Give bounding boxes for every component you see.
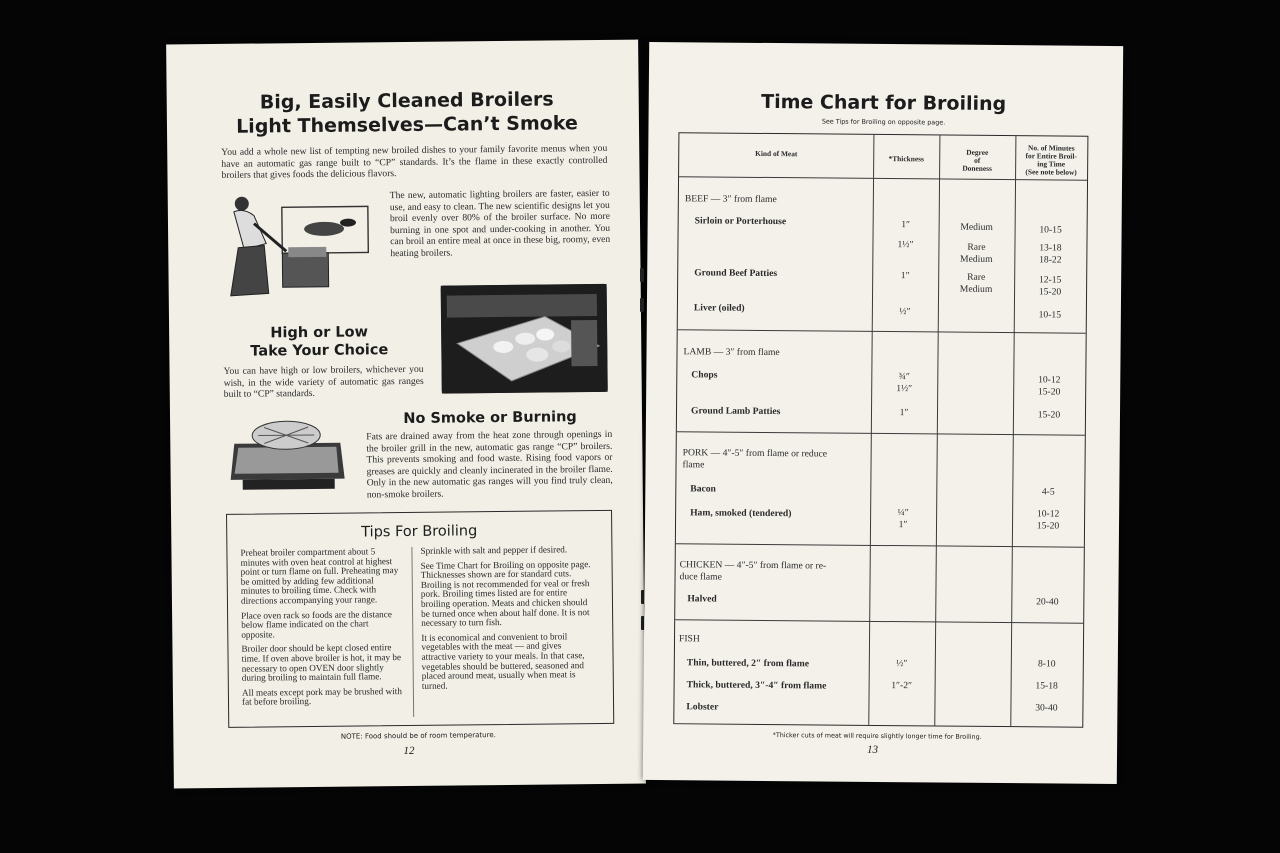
beef-liver-minutes: 10-15 (1038, 309, 1062, 321)
lamb-ground-minutes: 15-20 (1037, 409, 1061, 421)
page-number-13: 13 (867, 743, 879, 756)
header-doneness: Degree of Doneness (962, 147, 992, 173)
fish-lobster-minutes: 30-40 (1035, 702, 1058, 714)
lamb-ground-label: Ground Lamb Patties (690, 405, 781, 418)
chicken-heading: CHICKEN — 4″-5″ from flame or re- duce flame (679, 559, 827, 583)
broiling-time-table (673, 132, 1088, 728)
tips-divider (411, 547, 414, 717)
high-low-title-1: High or Low (270, 324, 369, 342)
chart-subtitle: See Tips for Broiling on opposite page. (821, 117, 946, 127)
beef-rule (678, 329, 1086, 334)
tip-rack: Place oven rack so foods are the distance below flame indicated on the chart opposite. (241, 608, 392, 640)
left-page (166, 40, 646, 789)
beef-ground-label: Ground Beef Patties (694, 267, 778, 280)
right-page (643, 42, 1123, 784)
pork-heading: PORK — 4″-5″ from flame or reduce flame (682, 447, 828, 470)
header-kind-of-meat: Kind of Meat (755, 148, 798, 159)
tip-preheat: Preheat broiler compartment about 5 minutes with oven heat control at highest point or turn flame on full. Preheating may be omitted by adding few additional minutes to broiling time. Check with directions accompanying your range. (240, 546, 399, 606)
tip-door: Broiler door should be kept closed entire time. If oven above broiler is hot, it may be necessary to open OVEN door slightly during broiling to maintain full flame. (241, 642, 402, 683)
beef-sirloin-thickness-2: 1½″ (897, 239, 914, 251)
staple-top (640, 268, 644, 282)
beef-sirloin-minutes-1: 10-15 (1039, 224, 1062, 236)
chicken-halved-minutes: 20-40 (1036, 596, 1059, 608)
tip-season: Sprinkle with salt and pepper if desired. (420, 544, 568, 556)
no-smoke-paragraph: Fats are drained away from the heat zone through openings in the broiler grill in the new, automatic gas range “CP” broilers. This prevents smoking and food waste. Rising food vapors or greases are quickly and cleanly incinerated in the broiler flame. Only in the new automatic gas ranges will you find truly clean, non-smoke broilers. (366, 428, 613, 501)
tips-box (226, 510, 614, 728)
fish-thick-thickness: 1″-2″ (891, 680, 913, 692)
lamb-rule (677, 431, 1085, 436)
lamb-heading: LAMB — 3″ from flame (683, 346, 780, 359)
headline-line-2: Light Themselves—Can’t Smoke (236, 112, 578, 138)
tips-right-column (420, 545, 598, 696)
broiler-grill-illustration (228, 413, 349, 498)
beef-ground-minutes: 12-15 15-20 (1038, 274, 1062, 298)
staple-top-2 (640, 298, 644, 312)
tips-left-column (240, 547, 405, 713)
beef-sirloin-doneness-1: Medium (960, 221, 993, 233)
fish-thin-thickness: ½″ (896, 658, 908, 670)
fish-thin-label: Thin, buttered, 2″ from flame (686, 657, 810, 670)
headline-line-1: Big, Easily Cleaned Broilers (259, 88, 554, 114)
header-thickness: *Thickness (888, 154, 924, 164)
thickness-footnote: *Thicker cuts of meat will require slightly longer time for Broiling. (772, 731, 982, 741)
beef-sirloin-minutes-2: 13-18 18-22 (1039, 242, 1062, 266)
lamb-chops-minutes: 10-12 15-20 (1037, 374, 1061, 398)
beef-liver-label: Liver (oiled) (693, 302, 745, 314)
high-low-paragraph: You can have high or low broilers, whichever you wish, in the wide variety of automatic gas ranges built to “CP” standards. (223, 363, 424, 401)
broiler-pan-photo (441, 284, 608, 394)
no-smoke-title: No Smoke or Burning (403, 409, 577, 428)
beef-liver-thickness: ½″ (899, 306, 911, 318)
header-minutes: No. of Minutes for Entire Broil- ing Time (See note below) (1025, 143, 1077, 177)
fish-lobster-label: Lobster (686, 701, 719, 713)
pork-ham-minutes: 10-12 15-20 (1036, 508, 1060, 532)
beef-sirloin-thickness-1: 1″ (901, 219, 911, 231)
fish-thick-label: Thick, buttered, 3″-4″ from flame (686, 679, 827, 692)
pork-ham-thickness: ¼″ 1″ (897, 507, 909, 530)
high-low-title-2: Take Your Choice (250, 342, 389, 360)
fish-thick-minutes: 15-18 (1035, 680, 1058, 692)
pork-rule (676, 543, 1084, 548)
lamb-chops-label: Chops (691, 369, 718, 381)
beef-sirloin-label: Sirloin or Porterhouse (694, 215, 787, 228)
chart-title: Time Chart for Broiling (761, 90, 1007, 116)
room-temperature-note: NOTE: Food should be of room temperature. (340, 731, 496, 741)
woman-broiling-illustration (224, 192, 375, 304)
beef-heading: BEEF — 3″ from flame (684, 193, 777, 206)
pork-bacon-minutes: 4-5 (1041, 486, 1055, 498)
beef-sirloin-doneness-2: Rare Medium (960, 241, 993, 265)
fish-thin-minutes: 8-10 (1037, 658, 1056, 670)
fish-heading: FISH (678, 633, 700, 645)
lamb-ground-thickness: 1″ (899, 407, 909, 419)
tips-title: Tips For Broiling (361, 523, 478, 541)
pork-ham-label: Ham, smoked (tendered) (690, 507, 792, 520)
pork-bacon-label: Bacon (690, 483, 716, 495)
automatic-broilers-paragraph: The new, automatic lighting broilers are faster, easier to use, and easy to clean. The new scientific designs let you broil evenly over 80% of the broiler surface. No more burning in one spot and under-cooking in another. You can broil an entire meal at once in these big, roomy, even heating broilers. (389, 187, 611, 260)
chicken-halved-label: Halved (687, 593, 717, 605)
beef-ground-thickness: 1″ (900, 270, 910, 282)
chicken-rule (675, 619, 1083, 624)
beef-ground-doneness: Rare Medium (959, 271, 993, 295)
lamb-chops-thickness: ¾″ 1½″ (896, 371, 913, 394)
intro-paragraph: You add a whole new list of tempting new broiled dishes to your family favorite menus when you have an automatic gas range built to “CP” standards. It’s the flame in these exactly controlled broilers that gives foods the delicious flavors. (221, 142, 608, 182)
tip-brush: All meats except pork may be brushed with fat before broiling. (241, 685, 402, 708)
header-rule (679, 176, 1087, 181)
page-number-12: 12 (403, 744, 415, 758)
tip-vegetables: It is economical and convenient to broil vegetables with the meat — and gives attractive variety to your meals. In that case, vegetables should be buttered, seasoned and placed around meat, usually when meat is turned. (421, 631, 585, 691)
tip-chart: See Time Chart for Broiling on opposite page. Thicknesses shown are for standard cuts. Broiling is not recommended for veal or fresh pork. Broiling times listed are for entire broiling operation. Meats and chicken should be turned once when about half done. It is not necessary to turn fish. (420, 558, 591, 629)
